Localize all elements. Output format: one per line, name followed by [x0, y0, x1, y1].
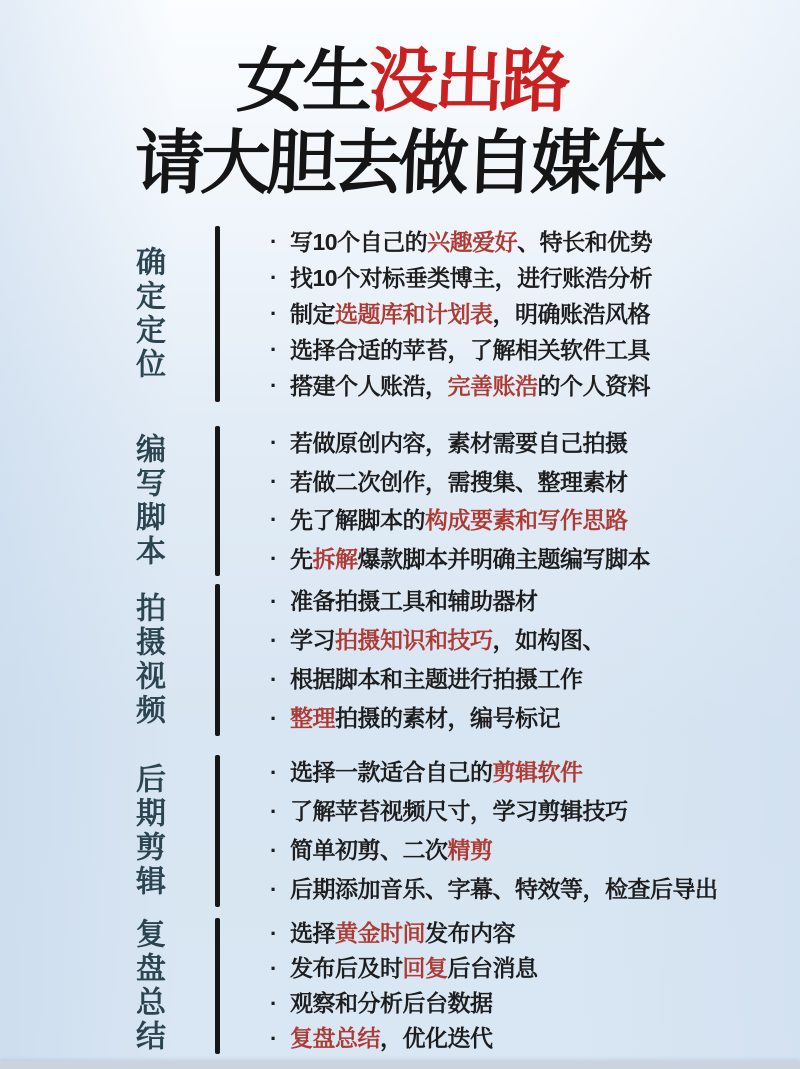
- bullet-dot-icon: ·: [270, 337, 277, 362]
- section-vertical-label: 拍摄视频: [131, 592, 164, 728]
- item-text: ，优化迭代: [380, 1025, 493, 1051]
- list-item: [270, 986, 800, 1021]
- item-text: ，明确账浩风格: [492, 301, 650, 327]
- list-item: [270, 296, 800, 332]
- item-text-highlight: 复盘总结: [290, 1025, 380, 1051]
- bullet-dot-icon: ·: [270, 877, 277, 902]
- list-item: [270, 870, 800, 909]
- item-text: 准备拍摄工具和辅助器材: [290, 588, 538, 614]
- item-text: 、特长和优势: [517, 229, 653, 255]
- item-text: 的个人资料: [537, 373, 650, 399]
- bullet-dot-icon: ·: [270, 921, 277, 946]
- bullet-dot-icon: ·: [270, 956, 277, 981]
- section-item-list: [220, 916, 800, 1056]
- bullet-dot-icon: ·: [270, 301, 277, 326]
- item-text-highlight: 剪辑软件: [492, 759, 583, 785]
- list-item: [270, 831, 800, 870]
- list-item: [270, 582, 800, 621]
- section-label-box: [0, 582, 215, 738]
- list-item: [270, 621, 800, 660]
- item-text-highlight: 精剪: [447, 837, 493, 863]
- item-text: 搭建个人账浩，: [290, 373, 448, 399]
- list-item: [270, 424, 800, 463]
- section-item-list: [220, 424, 800, 578]
- title-line-2: 请大胆去做自媒体: [133, 124, 664, 202]
- bullet-dot-icon: ·: [270, 628, 277, 653]
- list-item: [270, 540, 800, 579]
- section-item-list: [220, 753, 800, 909]
- list-item: [270, 463, 800, 502]
- title-line1-black: 女生: [235, 42, 370, 120]
- bullet-dot-icon: ·: [270, 468, 277, 494]
- item-text: 找10个对标垂类博主，进行账浩分析: [290, 265, 653, 291]
- bullet-dot-icon: ·: [270, 799, 277, 824]
- item-text: 若做原创内容，素材需要自己拍摄: [290, 430, 628, 456]
- title-line1-red: 没出路: [367, 42, 568, 120]
- list-item: [270, 753, 800, 792]
- bullet-dot-icon: ·: [270, 1026, 277, 1051]
- item-text: 后期添加音乐、字幕、特效等，检查后导出: [290, 876, 718, 902]
- bullet-dot-icon: ·: [270, 991, 277, 1016]
- section-label-box: [0, 224, 215, 404]
- item-text: 拍摄的素材，编号标记: [335, 705, 560, 731]
- item-text: 了解苹苔视频尺寸，学习剪辑技巧: [290, 798, 628, 824]
- bullet-dot-icon: ·: [270, 430, 277, 455]
- list-item: [270, 660, 800, 699]
- list-item: [270, 260, 800, 296]
- item-text: 写10个自己的: [290, 229, 428, 255]
- bullet-dot-icon: ·: [270, 373, 277, 398]
- item-text-highlight: 整理: [290, 705, 335, 731]
- list-item: [270, 792, 800, 831]
- list-item: [270, 332, 800, 368]
- item-text: 学习: [290, 627, 335, 653]
- section-5: [0, 916, 800, 1056]
- section-item-list: [220, 224, 800, 404]
- section-vertical-label: 确定定位: [131, 246, 164, 382]
- item-text: 先了解脚本的: [290, 507, 425, 533]
- section-vertical-label: 编写脚本: [131, 433, 164, 569]
- item-text-highlight: 拆解: [312, 545, 358, 572]
- bullet-dot-icon: ·: [270, 667, 277, 692]
- section-4: [0, 753, 800, 909]
- item-text: 观察和分析后台数据: [290, 990, 493, 1016]
- bullet-dot-icon: ·: [270, 507, 277, 532]
- section-vertical-label: 复盘总结: [131, 918, 164, 1054]
- list-item: [270, 1021, 800, 1056]
- section-vertical-label: 后期剪辑: [131, 763, 164, 899]
- item-text-highlight: 构成要素和写作思路: [425, 507, 628, 533]
- list-item: [270, 699, 800, 738]
- item-text: 先: [290, 545, 313, 572]
- item-text: 简单初剪、二次: [290, 837, 448, 863]
- item-text: ，如构图、: [492, 627, 605, 653]
- section-1: [0, 224, 800, 404]
- list-item: [270, 501, 800, 540]
- item-text-highlight: 拍摄知识和技巧: [335, 627, 493, 653]
- list-item: [270, 951, 800, 986]
- section-item-list: [220, 582, 800, 738]
- item-text: 发布内容: [425, 920, 515, 946]
- bullet-dot-icon: ·: [270, 706, 277, 731]
- list-item: [270, 224, 800, 260]
- title-line-1: [0, 40, 800, 122]
- item-text: 选择一款适合自己的: [290, 759, 493, 785]
- item-text: 后台消息: [447, 955, 538, 981]
- section-2: [0, 424, 800, 578]
- section-label-box: [0, 424, 215, 578]
- item-text-highlight: 完善账浩: [447, 373, 538, 399]
- section-3: [0, 582, 800, 738]
- item-text-highlight: 选题库和计划表: [335, 301, 493, 327]
- bullet-dot-icon: ·: [270, 760, 277, 785]
- item-text: 选择: [290, 920, 335, 946]
- item-text: 发布后及时: [290, 955, 403, 981]
- item-text: 爆款脚本并明确主题编写脚本: [357, 545, 650, 572]
- item-text-highlight: 兴趣爱好: [427, 229, 518, 255]
- item-text: 选择合适的苹苔，了解相关软件工具: [290, 337, 650, 363]
- bullet-dot-icon: ·: [270, 545, 277, 571]
- item-text: 若做二次创作，需搜集、整理素材: [290, 468, 628, 495]
- section-label-box: [0, 916, 215, 1056]
- section-label-box: [0, 753, 215, 909]
- list-item: [270, 916, 800, 951]
- item-text-highlight: 黄金时间: [335, 920, 425, 946]
- list-item: [270, 368, 800, 404]
- poster-title: [0, 40, 800, 204]
- item-text-highlight: 回复: [402, 955, 448, 981]
- bullet-dot-icon: ·: [270, 229, 277, 254]
- bottom-edge-strip: [0, 1061, 800, 1069]
- bullet-dot-icon: ·: [270, 265, 277, 290]
- bullet-dot-icon: ·: [270, 589, 277, 614]
- item-text: 根据脚本和主题进行拍摄工作: [290, 666, 583, 692]
- item-text: 制定: [290, 301, 335, 327]
- bullet-dot-icon: ·: [270, 838, 277, 863]
